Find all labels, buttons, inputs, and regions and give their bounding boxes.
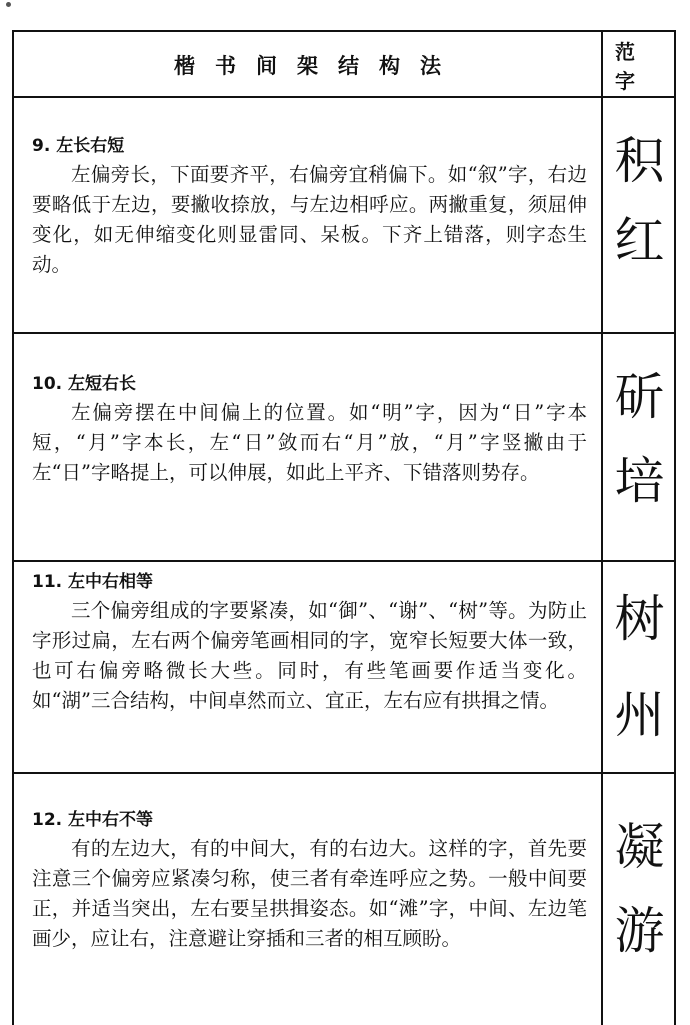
sample-chars-11 (603, 590, 676, 744)
sample-chars-10 (603, 368, 676, 510)
sample-char: 红 (614, 212, 665, 270)
sample-chars-9 (603, 132, 676, 270)
section-divider (14, 332, 674, 334)
sample-char: 游 (614, 902, 665, 960)
section-title: 10. 左短右长 (32, 374, 137, 394)
section-body: 左偏旁摆在中间偏上的位置。如“明”字，因为“日”字本短，“月”字本长，左“日”敛而右“月”放，“月”字竖撇由于左“日”字略提上，可以伸展，如此上平齐、下错落则势存。 (32, 401, 587, 484)
section-divider (14, 772, 674, 774)
section-12 (14, 806, 601, 954)
sample-char: 树 (614, 590, 665, 648)
section-11 (14, 568, 601, 716)
section-body: 有的左边大，有的中间大，有的右边大。这样的字，首先要注意三个偏旁应紧凑匀称，使三者有牵连呼应之势。一般中间要正，并适当突出，左右要呈拱揖姿态。如“滩”字，中间、左边笔画少，应让右，注意避让穿插和三者的相互顾盼。 (32, 837, 587, 950)
header-divider (14, 96, 674, 98)
scan-mark (6, 2, 11, 7)
sample-chars-12 (603, 818, 676, 960)
section-title: 9. 左长右短 (32, 136, 125, 156)
section-title: 11. 左中右相等 (32, 572, 154, 592)
section-title: 12. 左中右不等 (32, 810, 154, 830)
section-divider (14, 560, 674, 562)
section-body: 左偏旁长，下面要齐平，右偏旁宜稍偏下。如“叙”字，右边要略低于左边，要撇收捺放，与左边相呼应。两撇重复，须屈伸变化，如无伸缩变化则显雷同、呆板。下齐上错落，则字态生动。 (32, 163, 587, 276)
sample-char: 州 (614, 686, 665, 744)
sample-char: 培 (614, 452, 665, 510)
table-header-title: 楷书间架结构法 (174, 54, 461, 78)
sample-char: 斫 (614, 368, 665, 426)
sample-char: 积 (614, 132, 665, 190)
section-10 (14, 370, 601, 488)
section-body: 三个偏旁组成的字要紧凑，如“御”、“谢”、“树”等。为防止字形过扁，左右两个偏旁笔画相同的字，宽窄长短要大体一致，也可右偏旁略微长大些。同时，有些笔画要作适当变化。如“湖”三合结构，中间卓然而立、宜正，左右应有拱揖之情。 (32, 599, 587, 712)
table-header-sample-chars: 范字 (615, 40, 647, 93)
structure-table (12, 30, 676, 1025)
section-9 (14, 132, 601, 280)
sample-char: 凝 (614, 818, 665, 876)
